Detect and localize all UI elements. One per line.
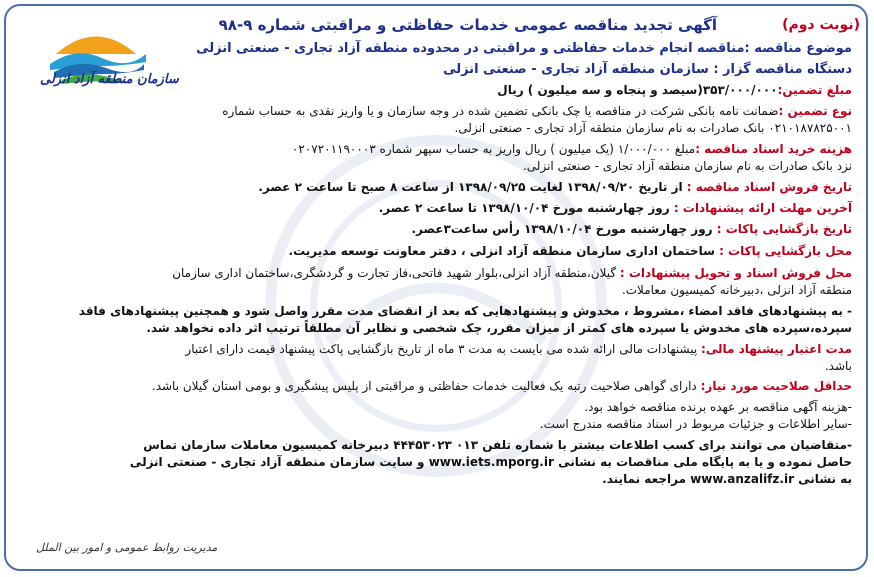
qualification-row	[152, 378, 852, 395]
notice-title: آگهی تجدید مناقصه عمومی خدمات حفاظتی و مراقبتی شماره ۹-۹۸	[218, 16, 717, 34]
validity-line1: پیشنهادات مالی ارائه شده می بایست به مدت ۳ ماه از تاریخ بازگشایی پاکت پیشنهاد قیمت دارای اعتبار	[185, 342, 698, 356]
guarantee-type-row	[152, 103, 852, 120]
subject-label: موضوع مناقصه :	[744, 41, 852, 56]
doc-cost-row	[152, 141, 852, 158]
organization-logo	[36, 24, 156, 114]
contact-line2: حاصل نموده و یا به پایگاه ملی مناقصات به نشانی www.iets.mporg.ir و سایت سازمان منطقه آزاد تجاری - صنعتی انزلی	[129, 455, 852, 469]
validity-line2: باشد.	[824, 359, 852, 373]
sale-date-text: از تاریخ ۱۳۹۸/۰۹/۲۰ لغایت ۱۳۹۸/۰۹/۲۵ از ساعت ۸ صبح تا ساعت ۲ عصر.	[258, 180, 683, 194]
organizer-label: دستگاه مناقصه گزار :	[713, 62, 852, 77]
note-invalid-line2: سپرده،سپرده های مخدوش یا سپرده های کمتر از میزان مقرر، چک شخصی و نظایر آن مطلقاً ترتیب اثر داده نخواهد شد.	[146, 321, 852, 335]
sale-date-row	[152, 179, 852, 196]
sale-date-label: تاریخ فروش اسناد مناقصه :	[686, 180, 852, 194]
submission-place-label: محل فروش اسناد و تحویل پیشنهادات :	[619, 266, 852, 280]
guarantee-amount-label: مبلغ تضمین:	[777, 83, 852, 97]
subject-text: مناقصه انجام خدمات حفاظتی و مراقبتی در محدوده منطقه آزاد تجاری - صنعتی انزلی	[196, 41, 745, 56]
guarantee-type-line1: ضمانت نامه بانکی شرکت در مناقصه یا چک بانکی تضمین شده در وجه سازمان و یا واریز نقدی به حساب شماره	[222, 104, 779, 118]
note-invalid-line1: - به پیشنهادهای فاقد امضاء ،مشروط ، مخدوش و پیشنهادهایی که بعد از انقضای مدت مقرر واصل شود و همچنین پیشنهادهای فاقد	[78, 304, 852, 318]
signature-text: مدیریت روابط عمومی و امور بین الملل	[36, 541, 218, 554]
note-item: -سایر اطلاعات و جزئیات مربوط در اسناد مناقصه مندرج است.	[539, 417, 852, 431]
doc-cost-line2: نزد بانک صادرات به نام سازمان منطقه آزاد تجاری - صنعتی انزلی.	[522, 159, 852, 173]
doc-cost-label: هزینه خرید اسناد مناقصه :	[695, 142, 852, 156]
opening-date-text: روز چهارشنبه مورخ ۱۳۹۸/۱۰/۰۴ رأس ساعت۳عصر.	[411, 222, 713, 236]
notice-frame	[4, 4, 868, 571]
notice-content	[78, 14, 860, 488]
qualification-label: حداقل صلاحیت مورد نیاز:	[700, 379, 852, 393]
guarantee-amount-row	[152, 82, 852, 99]
opening-date-row	[152, 221, 852, 238]
header-row	[152, 14, 860, 38]
organizer-row	[152, 61, 852, 78]
deadline-text: روز چهارشنبه مورخ ۱۳۹۸/۱۰/۰۴ تا ساعت ۲ عصر.	[378, 201, 670, 215]
qualification-text: دارای گواهی صلاحیت رتبه یک فعالیت خدمات حفاظتی و مراقبتی از پلیس پیشگیری و بومی استان گیلان باشد.	[151, 379, 697, 393]
doc-cost-line1: مبلغ ۱/۰۰۰/۰۰۰ (یک میلیون ) ریال واریز به حساب سپهر شماره ۰۲۰۷۲۰۱۱۹۰۰۰۳	[291, 142, 696, 156]
deadline-label: آخرین مهلت ارائه پیشنهادات :	[673, 201, 852, 215]
opening-place-label: محل بازگشایی پاکات :	[719, 244, 852, 258]
opening-place-text: ساختمان اداری سازمان منطقه آزاد انزلی ، دفتر معاونت توسعه مدیریت.	[288, 244, 715, 258]
contact-line3: به نشانی www.anzalifz.ir مراجعه نمایند.	[602, 472, 852, 486]
deadline-row	[152, 200, 852, 217]
validity-label: مدت اعتبار پیشنهاد مالی:	[701, 342, 852, 356]
contact-line1: -متقاضیان می توانند برای کسب اطلاعات بیشتر با شماره تلفن ۰۱۳ ۴۴۴۵۳۰۲۳ دبیرخانه کمیسیون معاملات سازمان تماس	[143, 438, 852, 452]
turn-label: (نوبت دوم)	[782, 17, 860, 33]
opening-place-row	[152, 243, 852, 260]
logo-text: سازمان منطقه آزاد انزلی	[40, 72, 179, 87]
submission-place-row	[152, 265, 852, 282]
subject-row	[152, 40, 852, 57]
opening-date-label: تاریخ بازگشایی پاکات :	[716, 222, 852, 236]
guarantee-type-label: نوع تضمین :	[778, 104, 852, 118]
guarantee-type-line2: ۰۲۱۰۱۸۷۸۲۵۰۰۱ بانک صادرات به نام سازمان منطقه آزاد تجاری - صنعتی انزلی.	[454, 121, 852, 135]
validity-row	[152, 341, 852, 358]
organizer-text: سازمان منطقه آزاد تجاری - صنعتی انزلی	[443, 62, 709, 77]
guarantee-amount-text: ۳۵۳/۰۰۰/۰۰۰(سیصد و پنجاه و سه میلیون ) ریال	[497, 83, 778, 97]
submission-place-line1: گیلان،منطقه آزاد انزلی،بلوار شهید فاتحی،فاز تجارت و گردشگری،ساختمان اداری سازمان	[172, 266, 617, 280]
submission-place-line2: منطقه آزاد انزلی ،دبیرخانه کمیسیون معاملات.	[621, 283, 852, 297]
note-item: -هزینه آگهی مناقصه بر عهده برنده مناقصه خواهد بود.	[584, 400, 852, 414]
